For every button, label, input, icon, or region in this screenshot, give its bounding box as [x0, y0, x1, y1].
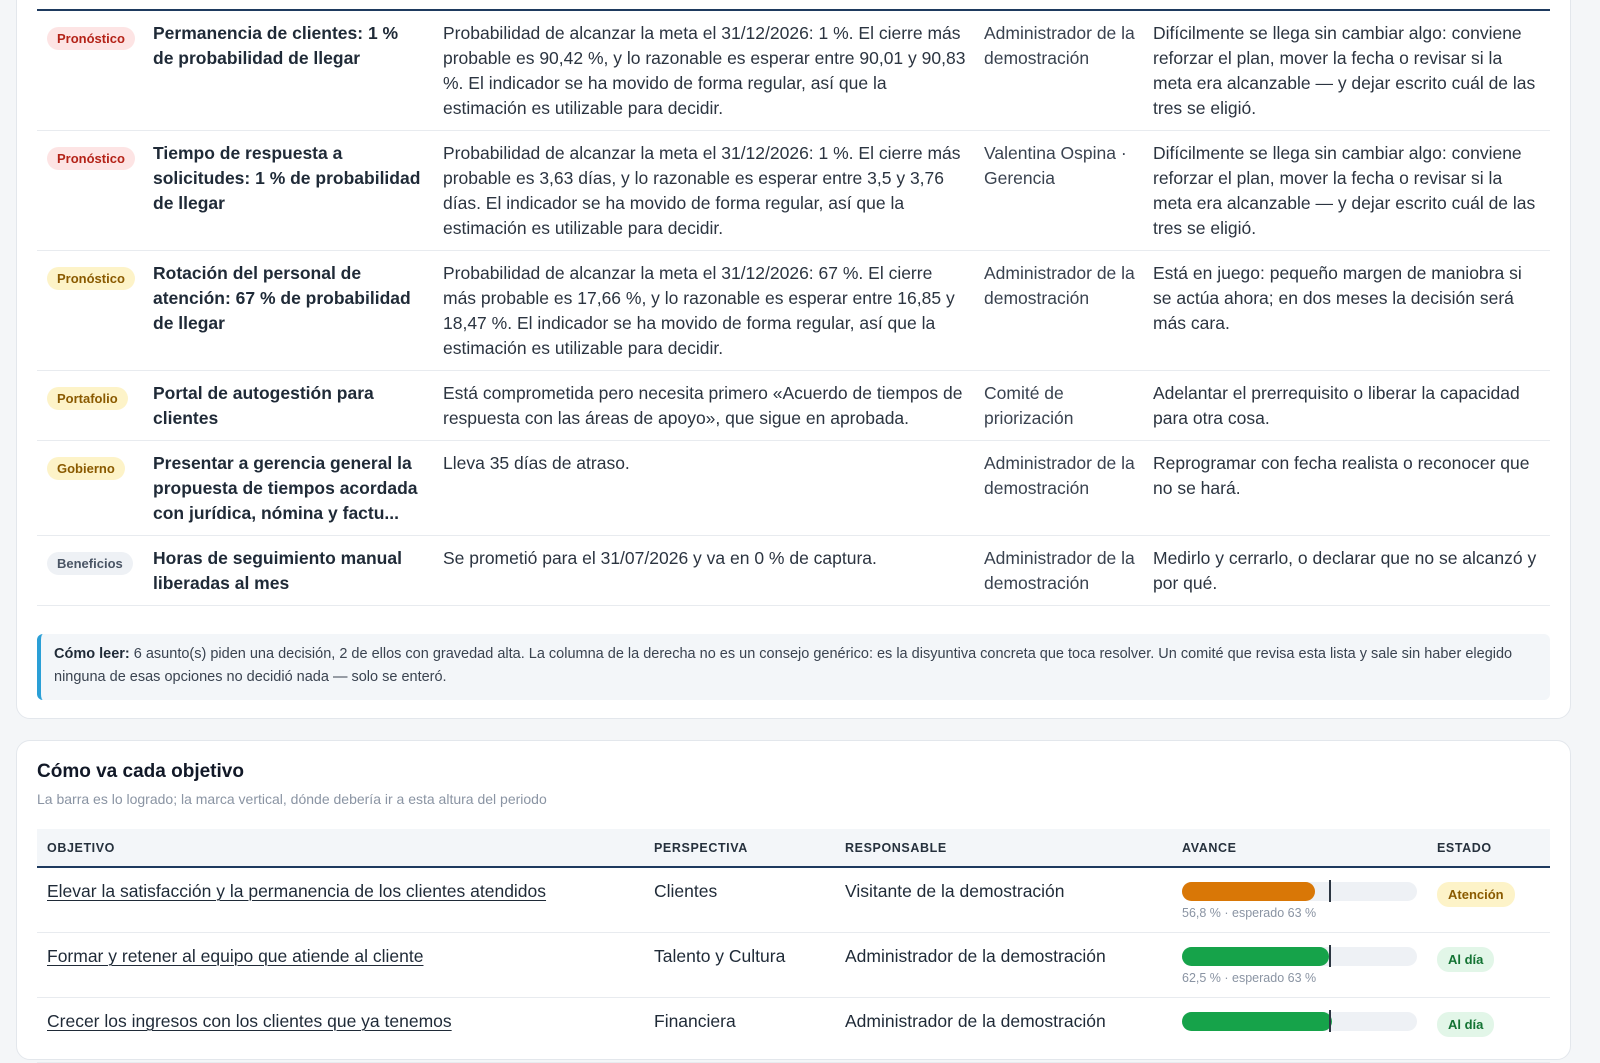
decision-owner: Valentina Ospina · Gerencia [984, 143, 1127, 188]
objectives-title: Cómo va cada objetivo [37, 761, 244, 782]
expected-marker [1329, 1010, 1331, 1032]
status-badge: Atención [1437, 882, 1515, 907]
objective-cell [37, 868, 654, 932]
decision-action: Difícilmente se llega sin cambiar algo: conviene reforzar el plan, mover la fecha o revisar si la meta era alcanzable — y dejar escrito cuál de las tres se eligió. [1153, 23, 1536, 118]
decision-description: Lleva 35 días de atraso. [443, 453, 630, 473]
objectives-rows [37, 868, 1550, 1063]
status-badge: Al día [1437, 947, 1494, 972]
decision-owner: Administrador de la demostración [984, 23, 1135, 68]
decision-description: Se prometió para el 31/07/2026 y va en 0 % de captura. [443, 548, 877, 568]
progress-bar-track [1182, 1012, 1417, 1031]
decision-type-cell [37, 11, 143, 130]
decision-title [143, 536, 431, 605]
decision-owner: Administrador de la demostración [984, 263, 1135, 308]
decision-row [37, 11, 1550, 131]
decision-type-cell [37, 251, 143, 370]
objective-link[interactable]: Formar y retener al equipo que atiende al cliente [47, 946, 424, 966]
progress-bar [1182, 881, 1417, 901]
header-objective[interactable]: OBJETIVO [47, 840, 116, 855]
objectives-table [37, 829, 1550, 1063]
progress-bar-fill [1182, 882, 1315, 901]
objective-progress-cell [1182, 998, 1437, 1062]
decision-title-text: Horas de seguimiento manual liberadas al mes [153, 548, 402, 593]
decision-type-badge: Portafolio [47, 387, 128, 410]
status-badge: Al día [1437, 1012, 1494, 1037]
progress-bar-fill [1182, 1012, 1332, 1031]
decision-action: Difícilmente se llega sin cambiar algo: conviene reforzar el plan, mover la fecha o revisar si la meta era alcanzable — y dejar escrito cuál de las tres se eligió. [1153, 143, 1536, 238]
objective-perspective: Financiera [654, 1011, 736, 1031]
objective-link[interactable]: Elevar la satisfacción y la permanencia de los clientes atendidos [47, 881, 547, 901]
reading-note [37, 634, 1550, 700]
header-progress[interactable]: AVANCE [1182, 840, 1237, 855]
objective-owner: Administrador de la demostración [845, 946, 1106, 966]
decision-row [37, 251, 1550, 371]
decision-type-badge: Gobierno [47, 457, 125, 480]
reading-note-label: Cómo leer: [54, 646, 130, 662]
decision-title-text: Presentar a gerencia general la propuesta de tiempos acordada con jurídica, nómina y factu... [153, 453, 418, 523]
decision-title-text: Portal de autogestión para clientes [153, 383, 374, 428]
decision-description: Probabilidad de alcanzar la meta el 31/12/2026: 67 %. El cierre más probable es 17,66 %, y lo razonable es esperar entre 16,85 y 18,47 %. El indicador se ha movido de forma regular, así que la estimación es utilizable para decidir. [443, 263, 955, 358]
progress-caption: 56,8 % · esperado 63 % [1182, 906, 1317, 920]
decision-type-badge: Pronóstico [47, 27, 135, 50]
decision-title-text: Permanencia de clientes: 1 % de probabilidad de llegar [153, 23, 399, 68]
objective-link[interactable]: Crecer los ingresos con los clientes que ya tenemos [47, 1011, 452, 1031]
decision-type-badge: Pronóstico [47, 147, 135, 170]
objective-row [37, 998, 1550, 1063]
header-perspective[interactable]: PERSPECTIVA [654, 840, 748, 855]
decisions-table [37, 9, 1550, 606]
objective-owner: Administrador de la demostración [845, 1011, 1106, 1031]
decision-action: Medirlo y cerrarlo, o declarar que no se alcanzó y por qué. [1153, 548, 1537, 593]
objectives-table-header [37, 829, 1550, 868]
decision-description: Probabilidad de alcanzar la meta el 31/12/2026: 1 %. El cierre más probable es 90,42 %, y lo razonable es esperar entre 90,01 y 90,83 %. El indicador se ha movido de forma regular, así que la estimación es utilizable para decidir. [443, 23, 966, 118]
progress-bar [1182, 946, 1417, 966]
progress-bar [1182, 1011, 1417, 1031]
objective-status-cell [1437, 868, 1550, 932]
progress-bar-track [1182, 947, 1417, 966]
header-status[interactable]: ESTADO [1437, 840, 1492, 855]
decision-row [37, 441, 1550, 536]
objective-status-cell [1437, 998, 1550, 1062]
decision-action: Está en juego: pequeño margen de maniobra si se actúa ahora; en dos meses la decisión será más cara. [1153, 263, 1522, 333]
decision-owner: Administrador de la demostración [984, 548, 1135, 593]
objective-perspective: Talento y Cultura [654, 946, 786, 966]
decision-type-badge: Beneficios [47, 552, 133, 575]
decision-title [143, 371, 431, 440]
objective-cell [37, 998, 654, 1062]
decision-description: Probabilidad de alcanzar la meta el 31/12/2026: 1 %. El cierre más probable es 3,63 días, y lo razonable es esperar entre 3,5 y 3,76 días. El indicador se ha movido de forma regular, así que la estimación es utilizable para decidir. [443, 143, 961, 238]
decision-title [143, 11, 431, 130]
objective-progress-cell [1182, 933, 1437, 997]
expected-marker [1329, 880, 1331, 902]
decision-owner: Administrador de la demostración [984, 453, 1135, 498]
decisions-card [16, 0, 1571, 719]
decision-description: Está comprometida pero necesita primero «Acuerdo de tiempos de respuesta con las áreas de apoyo», que sigue en aprobada. [443, 383, 963, 428]
decision-owner: Comité de priorización [984, 383, 1074, 428]
decision-action: Reprogramar con fecha realista o reconocer que no se hará. [1153, 453, 1530, 498]
decision-type-cell [37, 371, 143, 440]
decision-type-cell [37, 536, 143, 605]
reading-note-text: 6 asunto(s) piden una decisión, 2 de ellos con gravedad alta. La columna de la derecha no es un consejo genérico: es la disyuntiva concreta que toca resolver. Un comité que revisa esta lista y sale sin haber elegido ninguna de esas opciones no decidió nada — solo se enteró. [54, 646, 1513, 685]
progress-caption: 62,5 % · esperado 63 % [1182, 971, 1317, 985]
objective-status-cell [1437, 933, 1550, 997]
objective-perspective: Clientes [654, 881, 718, 901]
decision-title-text: Tiempo de respuesta a solicitudes: 1 % de probabilidad de llegar [153, 143, 421, 213]
objective-cell [37, 933, 654, 997]
progress-bar-fill [1182, 947, 1329, 966]
decision-row [37, 536, 1550, 606]
decision-row [37, 131, 1550, 251]
decision-action: Adelantar el prerrequisito o liberar la capacidad para otra cosa. [1153, 383, 1520, 428]
objective-owner: Visitante de la demostración [845, 881, 1065, 901]
decision-title-text: Rotación del personal de atención: 67 % de probabilidad de llegar [153, 263, 411, 333]
decision-title [143, 131, 431, 250]
decision-type-badge: Pronóstico [47, 267, 135, 290]
decision-type-cell [37, 441, 143, 535]
objective-row [37, 933, 1550, 998]
decision-title [143, 251, 431, 370]
objectives-subtitle: La barra es lo logrado; la marca vertical, dónde debería ir a esta altura del periodo [37, 791, 547, 807]
header-owner[interactable]: RESPONSABLE [845, 840, 947, 855]
objective-row [37, 868, 1550, 933]
decision-type-cell [37, 131, 143, 250]
expected-marker [1329, 945, 1331, 967]
progress-bar-track [1182, 882, 1417, 901]
decision-row [37, 371, 1550, 441]
objective-progress-cell [1182, 868, 1437, 932]
objectives-card [16, 740, 1571, 1060]
decision-title [143, 441, 431, 535]
